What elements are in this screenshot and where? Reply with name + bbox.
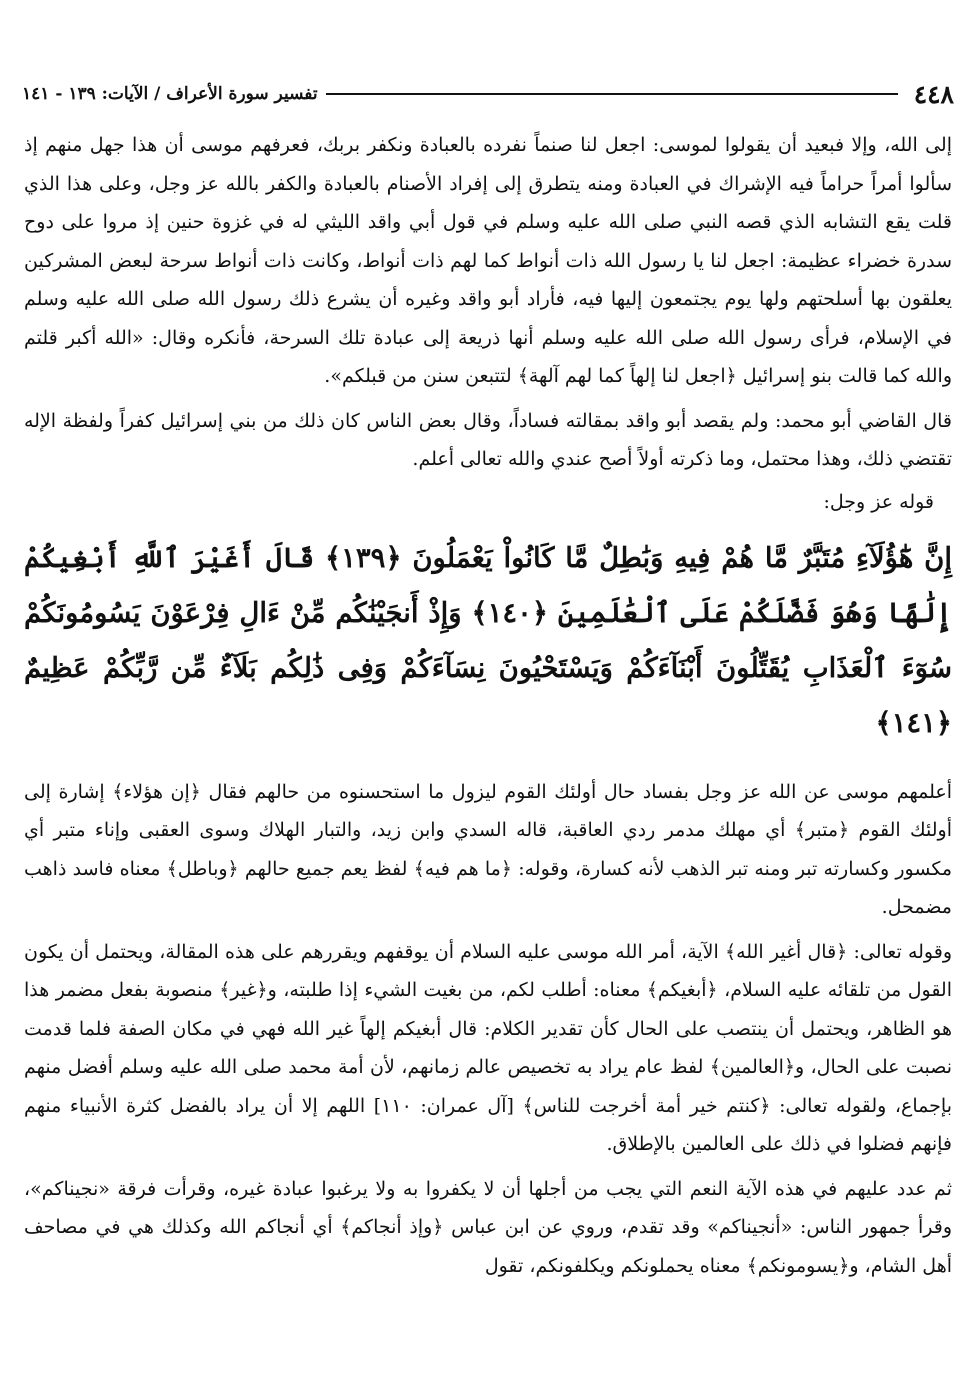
paragraph-2: قال القاضي أبو محمد: ولم يقصد أبو واقد بمقالته فساداً، وقال بعض الناس كان ذلك من بني إسرائيل كفراً ولفظة الإله تقتضي ذلك، وهذا محتمل، وما ذكرته أولاً أصح عندي والله تعالى أعلم. [24,409,952,470]
paragraph-3: أعلمهم موسى عن الله عز وجل بفساد حال أولئك القوم ليزول ما استحسنوه من حالهم فقال ﴿إن هؤلاء﴾ إشارة إلى أولئك القوم ﴿متبر﴾ أي مهلك مدمر ردي العاقبة، قاله السدي وابن زيد، والتبار الهلاك وسوى العقبى وإناء متبر أي مكسور وكسارته تبر ومنه تبر الذهب لأنه كسارة، وقوله: ﴿ما هم فيه﴾ لفظ يعم جميع حالهم ﴿وباطل﴾ معناه فاسد ذاهب مضمحل. [24,780,952,918]
running-title: تفسير سورة الأعراف / الآيات: ١٣٩ - ١٤١ [22,84,318,104]
verse-intro: قوله عز وجل: [823,490,934,513]
paragraph-5: ثم عدد عليهم في هذه الآية النعم التي يجب من أجلها أن لا يكفروا به ولا يرغبوا عبادة غيره، وقرأت فرقة «نجيناكم»، وقرأ جمهور الناس: «أنجيناكم» وقد تقدم، وروي عن ابن عباس ﴿وإذ أنجاكم﴾ أي أنجاكم الله وكذلك هي في مصاحف أهل الشام، و﴿يسومونكم﴾ معناه يحملونكم ويكلفونكم، تقول [24,1177,952,1277]
paragraph-1: إلى الله، وإلا فبعيد أن يقولوا لموسى: اجعل لنا صنماً نفرده بالعبادة ونكفر بربك، فعرفهم موسى أن هذا جهل منهم إذ سألوا أمراً حراماً فيه الإشراك في العبادة ومنه يتطرق إلى إفراد الأصنام بالعبادة والكفر بالله عز وجل، وعلى هذا الذي قلت يقع التشابه الذي قصه النبي صلى الله عليه وسلم في قول أبي واقد الليثي له في غزوة حنين إذ مروا على دوح سدرة خضراء عظيمة: اجعل لنا يا رسول الله ذات أنواط كما لهم ذات أنواط، وكانت ذات أنواط سرحة لبعض المشركين يعلقون بها أسلحتهم ولها يوم يجتمعون إليها فيه، فأراد أبو واقد وغيره أن يشرع ذلك رسول الله صلى الله عليه وسلم في الإسلام، فرأى رسول الله صلى الله عليه وسلم أنها ذريعة إلى عبادة تلك السرحة، فأنكره وقال: «الله أكبر قلتم والله كما قالت بنو إسرائيل ﴿اجعل لنا إلهاً كما لهم آلهة﴾ لتتبعن سنن من قبلكم». [24,134,952,387]
page-number: ٤٤٨ [913,79,954,109]
quran-verses: إِنَّ هَٰٓؤُلَآءِ مُتَبَّرٌ مَّا هُمْ فِيهِ وَبَٰطِلٌ مَّا كَانُواْ يَعْمَلُونَ ﴿١٣٩﴾ قَالَ أَغَيْرَ ٱللَّهِ أَبْغِيكُمْ إِلَٰهًا وَهُوَ فَضَّلَكُمْ عَلَى ٱلْعَٰلَمِينَ ﴿١٤٠﴾ وَإِذْ أَنجَيْنَٰكُم مِّنْ ءَالِ فِرْعَوْنَ يَسُومُونَكُمْ سُوٓءَ ٱلْعَذَابِ يُقَتِّلُونَ أَبْنَآءَكُمْ وَيَسْتَحْيُونَ نِسَآءَكُمْ وَفِى ذَٰلِكُم بَلَآءٌ مِّن رَّبِّكُمْ عَظِيمٌ ﴿١٤١﴾ [24,541,952,739]
page-header [22,74,954,114]
paragraph-4: وقوله تعالى: ﴿قال أغير الله﴾ الآية، أمر الله موسى عليه السلام أن يوقفهم ويقررهم على هذه المقالة، ويحتمل أن يكون القول من تلقائه عليه السلام، ﴿أبغيكم﴾ معناه: أطلب لكم، من بغيت الشيء إذا طلبته، و﴿غير﴾ منصوبة بفعل مضمر هذا هو الظاهر، ويحتمل أن ينتصب على الحال كأن تقدير الكلام: قال أبغيكم إلهاً غير الله فهي في مكان الصفة فلما قدمت نصبت على الحال، و﴿العالمين﴾ لفظ عام يراد به تخصيص عالم زمانهم، لأن أمة محمد صلى الله عليه وسلم أفضل منهم بإجماع، ولقوله تعالى: ﴿كنتم خير أمة أخرجت للناس﴾ [آل عمران: ١١٠] اللهم إلا أن يراد بالفضل كثرة الأنبياء منهم فإنهم فضلوا في ذلك على العالمين بالإطلاق. [24,940,952,1155]
page-body [24,126,952,1291]
header-rule [326,93,898,95]
